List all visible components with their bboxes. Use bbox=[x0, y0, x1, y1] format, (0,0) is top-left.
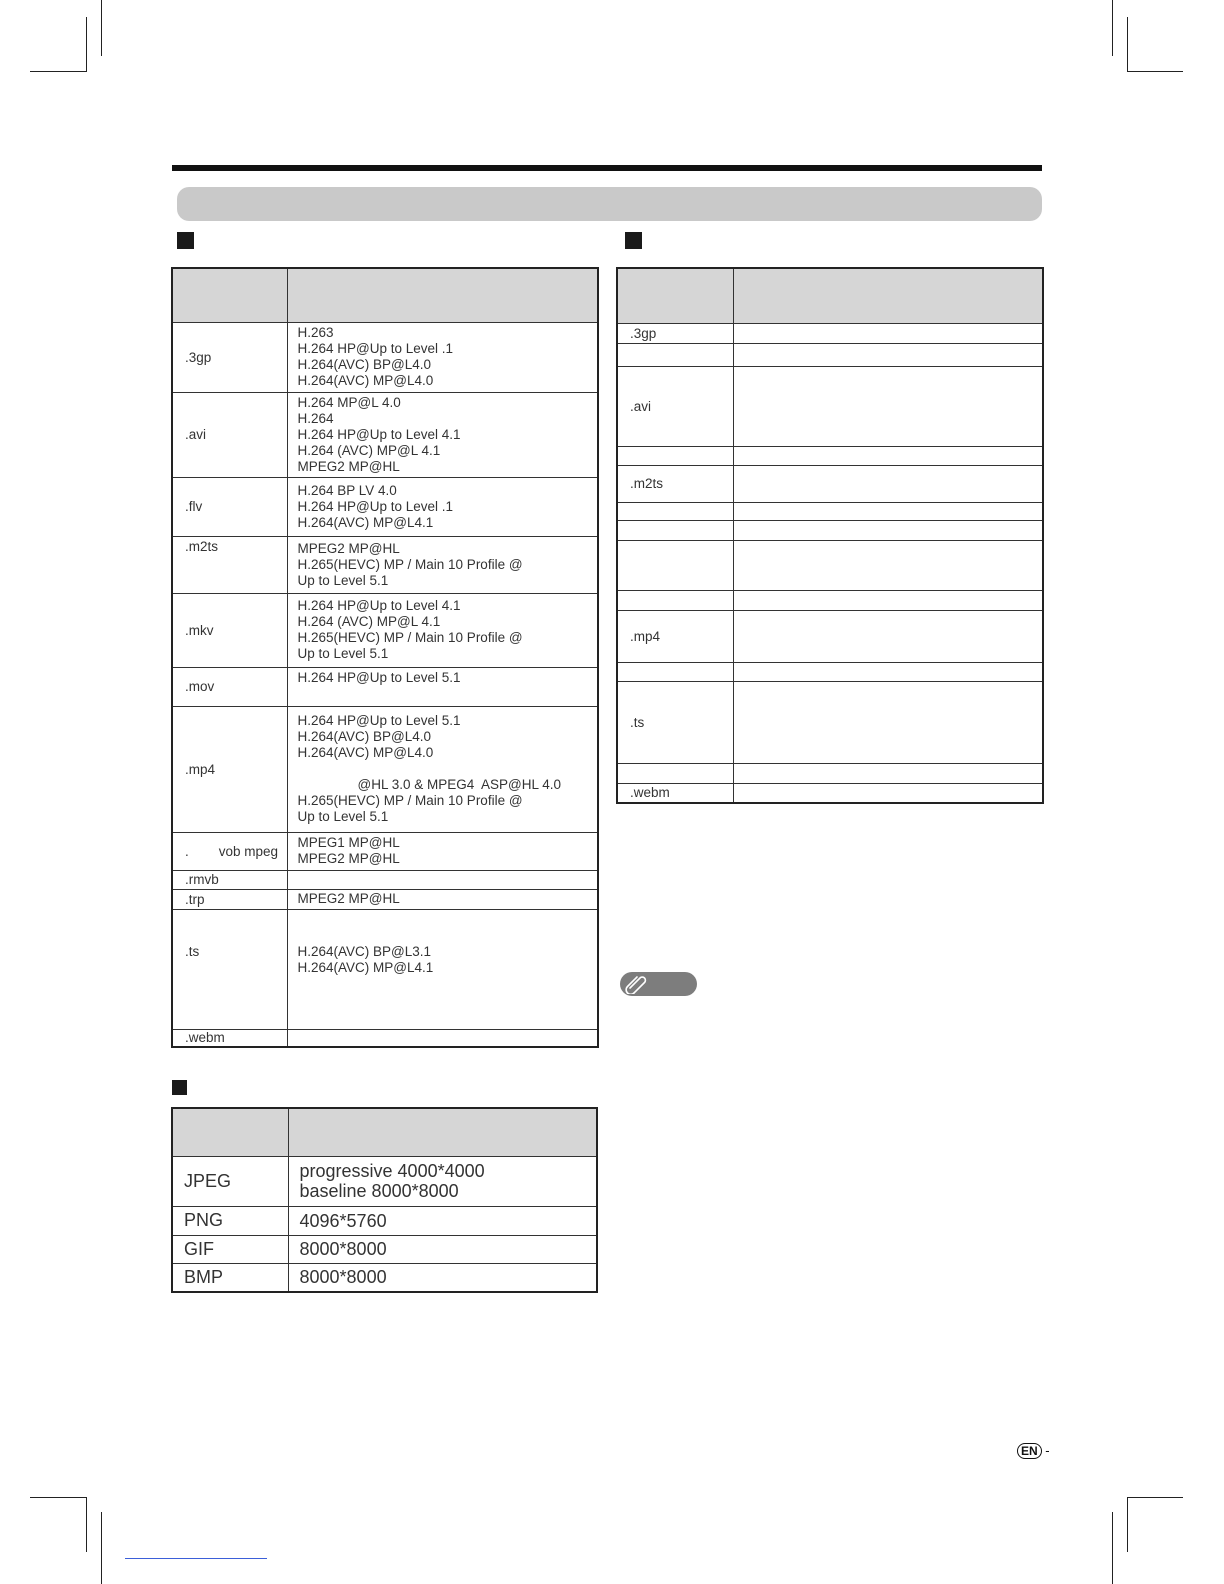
crop-mark bbox=[1112, 1512, 1113, 1584]
header-rule bbox=[172, 165, 1042, 171]
format-cell: GIF bbox=[172, 1235, 288, 1263]
codec-cell bbox=[733, 662, 1043, 681]
codec-line: H.264 HP@Up to Level 5.1 bbox=[297, 713, 461, 728]
codec-line: MPEG2 MP@HL bbox=[297, 891, 400, 906]
codec-cell bbox=[733, 590, 1043, 610]
language-badge: EN bbox=[1017, 1443, 1042, 1459]
extension-cell bbox=[617, 502, 733, 520]
codec-line: H.264(AVC) MP@L4.1 bbox=[297, 514, 434, 530]
format-cell: BMP bbox=[172, 1263, 288, 1292]
crop-mark bbox=[101, 0, 102, 56]
codec-line bbox=[298, 761, 588, 777]
table-row bbox=[172, 870, 598, 889]
crop-mark bbox=[1112, 0, 1113, 56]
table-row bbox=[617, 366, 1043, 446]
table-row bbox=[617, 783, 1043, 803]
table-row bbox=[172, 706, 598, 832]
table-row bbox=[172, 392, 598, 477]
codec-line: H.264 HP@Up to Level .1 bbox=[297, 498, 454, 514]
codec-cell bbox=[287, 667, 598, 706]
table-row bbox=[172, 832, 598, 870]
codec-line: H.264 HP@Up to Level 5.1 bbox=[297, 669, 461, 685]
table-row bbox=[172, 593, 598, 667]
codec-line: MPEG2 MP@HL bbox=[297, 851, 400, 866]
table-row bbox=[172, 909, 598, 1029]
crop-mark bbox=[86, 1497, 87, 1552]
table-header-row bbox=[172, 268, 598, 322]
extension-cell: .mp4 bbox=[617, 610, 733, 662]
crop-mark bbox=[1127, 71, 1183, 72]
table-row bbox=[617, 343, 1043, 366]
crop-mark bbox=[30, 71, 86, 72]
codec-cell bbox=[287, 593, 598, 667]
extension-cell: .mkv bbox=[172, 593, 287, 667]
codec-line: MPEG1 MP@HL bbox=[297, 835, 400, 850]
codec-cell bbox=[287, 706, 598, 832]
table-row bbox=[617, 590, 1043, 610]
footer-link-underline bbox=[125, 1558, 267, 1559]
extension-cell bbox=[617, 520, 733, 540]
codec-cell bbox=[287, 832, 598, 870]
codec-line: H.265(HEVC) MP / Main 10 Profile @ bbox=[297, 630, 523, 645]
section-marker-image bbox=[172, 1080, 187, 1095]
codec-cell bbox=[733, 502, 1043, 520]
resolution-cell bbox=[288, 1235, 597, 1263]
table-row bbox=[617, 681, 1043, 763]
extension-cell: .avi bbox=[617, 366, 733, 446]
header-cell bbox=[172, 268, 287, 322]
page-number-badge bbox=[1017, 1443, 1050, 1459]
codec-line: H.264 MP@L 4.0 bbox=[297, 394, 401, 410]
audio-format-table bbox=[616, 267, 1044, 804]
codec-cell bbox=[733, 366, 1043, 446]
extension-cell: .webm bbox=[617, 783, 733, 803]
crop-mark bbox=[1127, 1497, 1128, 1552]
codec-line: H.264(AVC) MP@L4.1 bbox=[297, 959, 434, 975]
resolution-line: baseline 8000*8000 bbox=[299, 1181, 459, 1201]
extension-cell: .ts bbox=[617, 681, 733, 763]
extension-label: .ts bbox=[185, 943, 200, 959]
extension-cell: . vob mpeg bbox=[172, 832, 287, 870]
extension-cell bbox=[617, 343, 733, 366]
codec-line bbox=[298, 912, 588, 928]
header-cell bbox=[287, 268, 598, 322]
codec-line: H.264(AVC) BP@L3.1 bbox=[297, 943, 432, 959]
codec-cell bbox=[287, 322, 598, 392]
section-marker-audio bbox=[625, 232, 642, 249]
crop-mark bbox=[30, 1497, 86, 1498]
extension-cell: .m2ts bbox=[172, 536, 287, 593]
header-cell bbox=[172, 1108, 288, 1156]
image-format-table bbox=[171, 1107, 598, 1293]
extension-cell: .3gp bbox=[172, 322, 287, 392]
codec-cell bbox=[733, 681, 1043, 763]
table-header-row bbox=[172, 1108, 597, 1156]
codec-line: H.264(AVC) MP@L4.0 bbox=[297, 373, 434, 388]
codec-line: H.264 (AVC) MP@L 4.1 bbox=[297, 614, 441, 629]
table-row bbox=[172, 667, 598, 706]
extension-cell: .3gp bbox=[617, 323, 733, 343]
extension-cell: .rmvb bbox=[172, 870, 287, 889]
codec-line bbox=[298, 928, 588, 944]
crop-mark bbox=[101, 1512, 102, 1584]
codec-cell bbox=[733, 323, 1043, 343]
format-cell: JPEG bbox=[172, 1156, 288, 1206]
table-row bbox=[617, 323, 1043, 343]
table-row bbox=[617, 520, 1043, 540]
crop-mark bbox=[86, 17, 87, 72]
codec-line: H.264 BP LV 4.0 bbox=[297, 482, 397, 498]
extension-cell bbox=[617, 763, 733, 783]
section-marker-video bbox=[177, 232, 194, 249]
codec-line: H.265(HEVC) MP / Main 10 Profile @ bbox=[297, 793, 523, 808]
table-row bbox=[617, 502, 1043, 520]
codec-line: H.264 HP@Up to Level .1 bbox=[297, 341, 454, 356]
table-row bbox=[172, 322, 598, 392]
codec-line: Up to Level 5.1 bbox=[297, 809, 389, 824]
codec-cell bbox=[733, 540, 1043, 590]
paperclip-icon bbox=[624, 974, 654, 994]
codec-line: MPEG2 MP@HL bbox=[297, 540, 400, 556]
codec-cell bbox=[287, 870, 598, 889]
codec-cell bbox=[733, 343, 1043, 366]
extension-cell: .avi bbox=[172, 392, 287, 477]
extension-cell: .trp bbox=[172, 889, 287, 909]
resolution-cell bbox=[288, 1156, 597, 1206]
extension-cell: .flv bbox=[172, 477, 287, 536]
table-row bbox=[172, 1235, 597, 1263]
codec-line: H.264 HP@Up to Level 4.1 bbox=[297, 426, 461, 442]
video-format-table bbox=[171, 267, 599, 1048]
codec-cell bbox=[287, 889, 598, 909]
codec-cell bbox=[287, 392, 598, 477]
extension-cell bbox=[617, 590, 733, 610]
codec-cell bbox=[287, 1029, 598, 1047]
codec-cell bbox=[733, 446, 1043, 465]
resolution-line: 8000*8000 bbox=[299, 1267, 387, 1288]
codec-line: Up to Level 5.1 bbox=[297, 572, 389, 588]
section-title-band bbox=[177, 187, 1042, 221]
resolution-cell bbox=[288, 1206, 597, 1235]
table-row bbox=[172, 889, 598, 909]
codec-line: @HL 3.0 & MPEG4 ASP@HL 4.0 bbox=[297, 777, 562, 792]
header-cell bbox=[733, 268, 1043, 323]
codec-cell bbox=[287, 536, 598, 593]
header-cell bbox=[617, 268, 733, 323]
resolution-line: progressive 4000*4000 bbox=[299, 1161, 485, 1181]
resolution-line: 8000*8000 bbox=[299, 1239, 387, 1259]
header-cell bbox=[288, 1108, 597, 1156]
codec-line: MPEG2 MP@HL bbox=[297, 458, 400, 474]
table-row bbox=[617, 446, 1043, 465]
codec-line: H.264 HP@Up to Level 4.1 bbox=[297, 598, 461, 613]
table-row bbox=[617, 465, 1043, 502]
codec-line: H.264(AVC) BP@L4.0 bbox=[297, 729, 432, 744]
codec-line: H.264(AVC) BP@L4.0 bbox=[297, 357, 432, 372]
crop-mark bbox=[1127, 17, 1128, 72]
extension-cell: .mov bbox=[172, 667, 287, 706]
extension-cell bbox=[617, 662, 733, 681]
table-header-row bbox=[617, 268, 1043, 323]
table-row bbox=[172, 1029, 598, 1047]
table-row bbox=[617, 662, 1043, 681]
table-row bbox=[172, 1263, 597, 1292]
codec-cell bbox=[733, 465, 1043, 502]
codec-cell bbox=[287, 909, 598, 1029]
extension-cell bbox=[172, 909, 287, 1029]
extension-cell bbox=[617, 446, 733, 465]
codec-line: H.264 (AVC) MP@L 4.1 bbox=[297, 442, 441, 458]
resolution-cell bbox=[288, 1263, 597, 1292]
crop-mark bbox=[1127, 1497, 1183, 1498]
table-row bbox=[172, 1206, 597, 1235]
codec-cell bbox=[287, 477, 598, 536]
format-cell: PNG bbox=[172, 1206, 288, 1235]
table-row bbox=[172, 536, 598, 593]
note-tag bbox=[620, 972, 697, 996]
table-row bbox=[617, 763, 1043, 783]
extension-cell: .m2ts bbox=[617, 465, 733, 502]
codec-cell bbox=[733, 763, 1043, 783]
codec-line: H.264(AVC) MP@L4.0 bbox=[297, 745, 434, 760]
codec-cell bbox=[733, 783, 1043, 803]
table-row bbox=[172, 477, 598, 536]
table-row bbox=[172, 1156, 597, 1206]
extension-cell: .webm bbox=[172, 1029, 287, 1047]
extension-cell bbox=[617, 540, 733, 590]
codec-line: H.264 bbox=[297, 410, 334, 426]
codec-line: H.263 bbox=[297, 325, 334, 340]
codec-line: H.265(HEVC) MP / Main 10 Profile @ bbox=[297, 556, 523, 572]
codec-cell bbox=[733, 520, 1043, 540]
extension-cell: .mp4 bbox=[172, 706, 287, 832]
table-row bbox=[617, 540, 1043, 590]
page-number-suffix: - bbox=[1045, 1443, 1050, 1458]
resolution-line: 4096*5760 bbox=[299, 1210, 387, 1231]
table-row bbox=[617, 610, 1043, 662]
codec-cell bbox=[733, 610, 1043, 662]
codec-line: Up to Level 5.1 bbox=[297, 646, 389, 661]
